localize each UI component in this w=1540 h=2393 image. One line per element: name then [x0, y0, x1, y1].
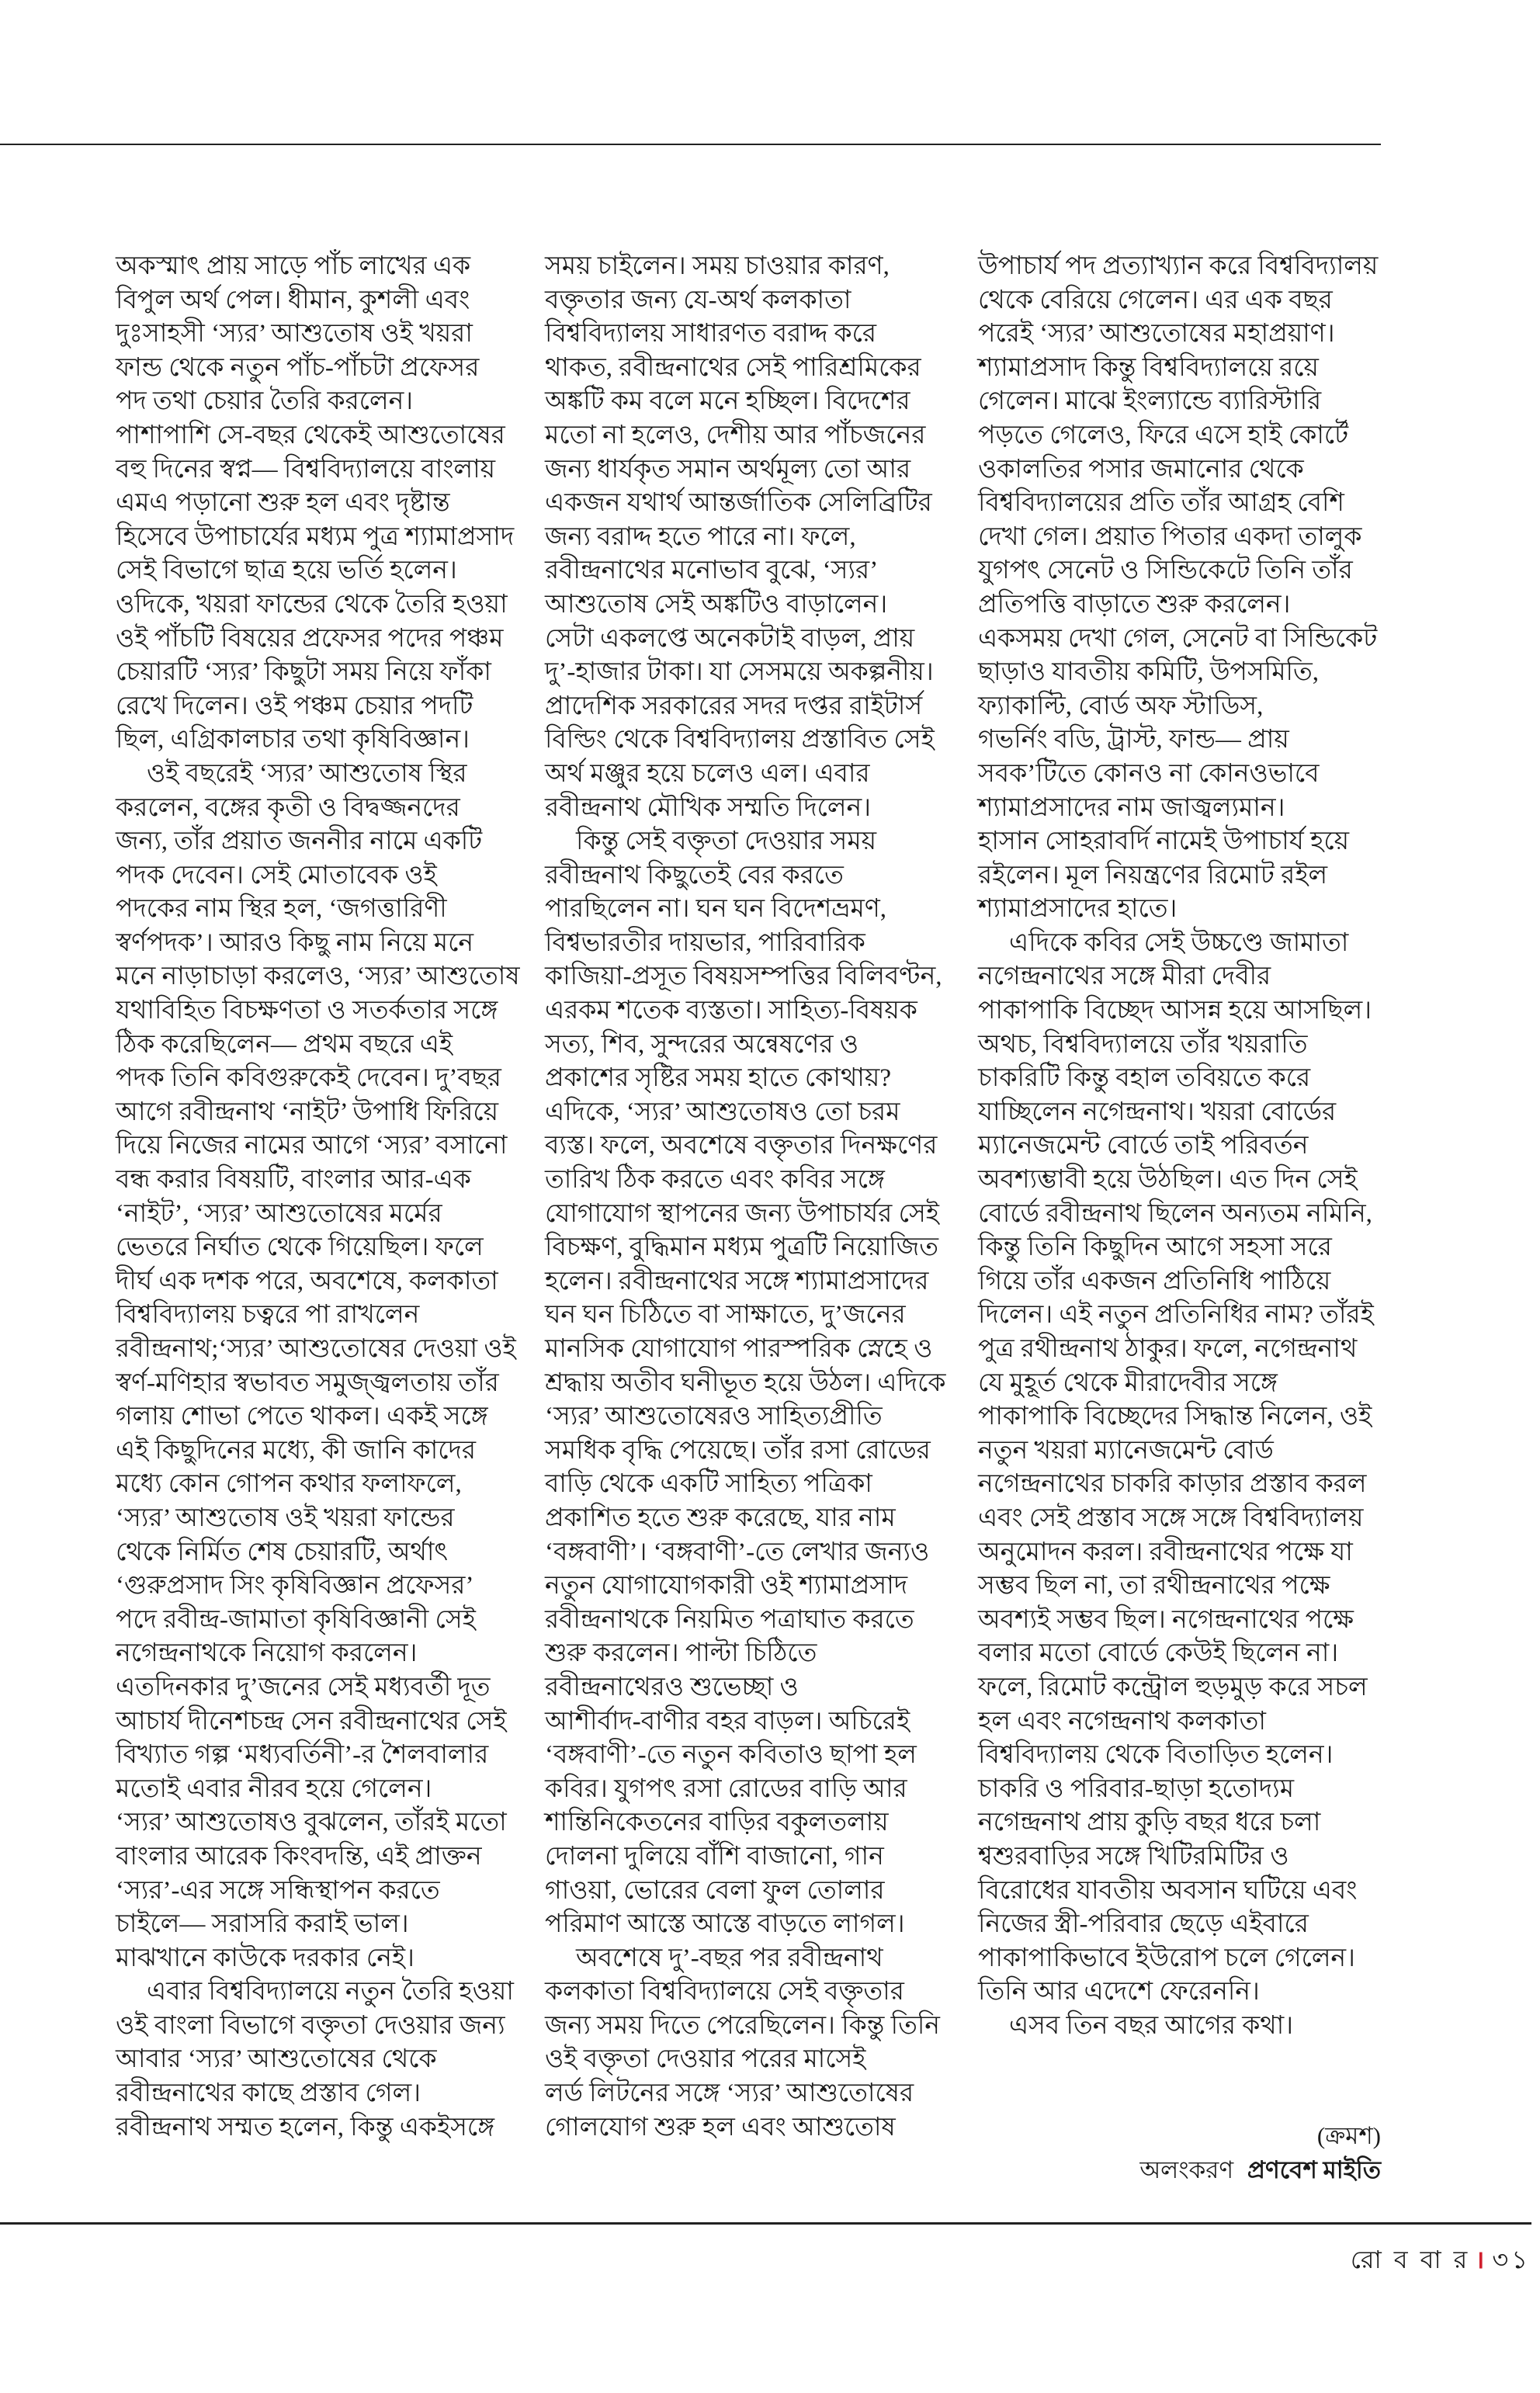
text-line: পদ তথা চেয়ার তৈরি করলেন। — [116, 387, 414, 416]
text-line: বোর্ডে রবীন্দ্রনাথ ছিলেন অন্যতম নমিনি, — [978, 1199, 1372, 1228]
text-line: পড়তে গেলেও, ফিরে এসে হাই কোর্টে — [978, 421, 1349, 449]
text-line: মতো না হলেও, দেশীয় আর পাঁচজনের — [545, 421, 926, 449]
text-line: শুরু করলেন। পাল্টা চিঠিতে — [545, 1639, 817, 1668]
text-line: রবীন্দ্রনাথ কিছুতেই বের করতে — [545, 861, 844, 890]
text-line: বন্ধ করার বিষয়টি, বাংলার আর-এক — [116, 1166, 471, 1195]
text-line: অনুমোদন করল। রবীন্দ্রনাথের পক্ষে যা — [978, 1538, 1353, 1566]
text-line: পরেই ‘স্যর’ আশুতোষের মহাপ্রয়াণ। — [978, 320, 1335, 349]
text-line: প্রকাশের সৃষ্টির সময় হাতে কোথায়? — [545, 1064, 891, 1093]
text-line: এবার বিশ্ববিদ্যালয়ে নতুন তৈরি হওয়া — [147, 1978, 514, 2006]
text-line: পদকের নাম স্থির হল, ‘জগত্তারিণী — [116, 895, 447, 924]
text-line: এরকম শতেক ব্যস্ততা। সাহিত্য-বিষয়ক — [545, 997, 917, 1025]
text-line: পারছিলেন না। ঘন ঘন বিদেশভ্রমণ, — [545, 895, 887, 924]
text-line: রবীন্দ্রনাথের মনোভাব বুঝে, ‘স্যর’ — [545, 557, 879, 585]
text-line: বিশ্ববিদ্যালয় সাধারণত বরাদ্দ করে — [545, 320, 877, 349]
text-line: স্বর্ণপদক’। আরও কিছু নাম নিয়ে মনে — [116, 928, 474, 957]
text-line: ঠিক করেছিলেন— প্রথম বছরে এই — [116, 1030, 453, 1059]
text-line: প্রতিপত্তি বাড়াতে শুরু করলেন। — [978, 590, 1291, 619]
text-line: ম্যানেজমেন্ট বোর্ডে তাই পরিবর্তন — [978, 1132, 1309, 1160]
text-line: থাকত, রবীন্দ্রনাথের সেই পারিশ্রমিকের — [545, 353, 921, 382]
text-line: পরিমাণ আস্তে আস্তে বাড়তে লাগল। — [545, 1910, 905, 1939]
text-line: রইলেন। মূল নিয়ন্ত্রণের রিমোট রইল — [978, 861, 1328, 890]
bottom-rule — [0, 2222, 1531, 2225]
text-line: জন্য সময় দিতে পেরেছিলেন। কিন্তু তিনি — [545, 2011, 941, 2040]
text-line: আবার ‘স্যর’ আশুতোষের থেকে — [116, 2045, 437, 2074]
text-line: সমধিক বৃদ্ধি পেয়েছে। তাঁর রসা রোডের — [545, 1436, 931, 1465]
text-line: ওই বক্তৃতা দেওয়ার পরের মাসেই — [545, 2045, 866, 2074]
text-line: মাঝখানে কাউকে দরকার নেই। — [116, 1944, 414, 1972]
continued-note: (ক্রমশ) — [1316, 2122, 1381, 2149]
text-line: অবশ্যই সম্ভব ছিল। নগেন্দ্রনাথের পক্ষে — [978, 1605, 1354, 1634]
page-number: ৩১ — [1492, 2246, 1531, 2273]
text-line: নগেন্দ্রনাথের সঙ্গে মীরা দেবীর — [978, 962, 1271, 991]
text-line: স্বর্ণ-মণিহার স্বভাবত সমুজ্জ্বলতায় তাঁর — [116, 1368, 499, 1397]
text-line: চাকরি ও পরিবার-ছাড়া হতোদ্যম — [978, 1774, 1295, 1803]
text-line: হলেন। রবীন্দ্রনাথের সঙ্গে শ্যামাপ্রসাদের — [545, 1267, 929, 1295]
text-line: ‘স্যর’ আশুতোষও বুঝলেন, তাঁরই মতো — [116, 1809, 507, 1837]
text-line: আচার্য দীনেশচন্দ্র সেন রবীন্দ্রনাথের সেই — [116, 1707, 507, 1736]
text-line: বিশ্ববিদ্যালয় থেকে বিতাড়িত হলেন। — [978, 1741, 1334, 1770]
illustrator-name: প্রণবেশ মাইতি — [1247, 2156, 1381, 2183]
text-line: এমএ পড়ানো শুরু হল এবং দৃষ্টান্ত — [116, 489, 450, 518]
page-folio — [1351, 2240, 1531, 2282]
text-line: পাশাপাশি সে-বছর থেকেই আশুতোষের — [116, 421, 505, 449]
text-line: ‘নাইট’, ‘স্যর’ আশুতোষের মর্মের — [116, 1199, 442, 1228]
text-line: দেখা গেল। প্রয়াত পিতার একদা তালুক — [978, 522, 1362, 551]
text-line: বিশ্বভারতীর দায়ভার, পারিবারিক — [545, 928, 865, 957]
text-line: গোলযোগ শুরু হল এবং আশুতোষ — [545, 2113, 896, 2142]
text-line: লর্ড লিটনের সঙ্গে ‘স্যর’ আশুতোষের — [545, 2079, 914, 2108]
text-line: হিসেবে উপাচার্যের মধ্যম পুত্র শ্যামাপ্রসাদ — [116, 522, 515, 551]
article-column-1 — [116, 250, 519, 2145]
text-line: ওই বছরেই ‘স্যর’ আশুতোষ স্থির — [147, 759, 467, 788]
text-line: অথচ, বিশ্ববিদ্যালয়ে তাঁর খয়রাতি — [978, 1030, 1308, 1059]
text-line: দোলনা দুলিয়ে বাঁশি বাজানো, গান — [545, 1842, 884, 1871]
text-line: ফান্ড থেকে নতুন পাঁচ-পাঁচটা প্রফেসর — [116, 353, 480, 382]
text-line: বলার মতো বোর্ডে কেউই ছিলেন না। — [978, 1639, 1339, 1668]
text-line: চাইলে— সরাসরি করাই ভাল। — [116, 1910, 409, 1939]
text-line: ওদিকে, খয়রা ফান্ডের থেকে তৈরি হওয়া — [116, 590, 508, 619]
text-line: সবক’টিতে কোনও না কোনওভাবে — [978, 759, 1320, 788]
text-line: বহু দিনের স্বপ্ন— বিশ্ববিদ্যালয়ে বাংলায় — [116, 455, 496, 484]
text-line: গাওয়া, ভোরের বেলা ফুল তোলার — [545, 1876, 885, 1905]
text-line: নগেন্দ্রনাথের চাকরি কাড়ার প্রস্তাব করল — [978, 1470, 1367, 1499]
text-line: আশীর্বাদ-বাণীর বহর বাড়ল। অচিরেই — [545, 1707, 910, 1736]
text-line: ‘স্যর’ আশুতোষ ওই খয়রা ফান্ডের — [116, 1503, 455, 1532]
text-line: শ্যামাপ্রসাদের হাতে। — [978, 895, 1178, 924]
text-line: বাড়ি থেকে একটি সাহিত্য পত্রিকা — [545, 1470, 872, 1499]
text-line: ছিল, এগ্রিকালচার তথা কৃষিবিজ্ঞান। — [116, 726, 470, 754]
text-line: রবীন্দ্রনাথ সম্মত হলেন, কিন্তু একইসঙ্গে — [116, 2113, 495, 2142]
text-line: বিল্ডিং থেকে বিশ্ববিদ্যালয় প্রস্তাবিত সেই — [545, 726, 935, 754]
text-line: যোগাযোগ স্থাপনের জন্য উপাচার্যর সেই — [545, 1199, 939, 1228]
text-line: ওই পাঁচটি বিষয়ের প্রফেসর পদের পঞ্চম — [116, 624, 504, 653]
text-line: যাচ্ছিলেন নগেন্দ্রনাথ। খয়রা বোর্ডের — [978, 1098, 1337, 1126]
text-line: পুত্র রথীন্দ্রনাথ ঠাকুর। ফলে, নগেন্দ্রনাথ — [978, 1335, 1358, 1363]
text-line: কবির। যুগপৎ রসা রোডের বাড়ি আর — [545, 1774, 907, 1803]
text-line: পাকাপাকিভাবে ইউরোপ চলে গেলেন। — [978, 1944, 1355, 1972]
text-line: জন্য ধার্যকৃত সমান অর্থমূল্য তো আর — [545, 455, 911, 484]
text-line: আশুতোষ সেই অঙ্কটিও বাড়ালেন। — [545, 590, 888, 619]
text-line: বক্তৃতার জন্য যে-অর্থ কলকাতা — [545, 286, 852, 314]
text-line: করলেন, বঙ্গের কৃতী ও বিদ্বজ্জনদের — [116, 793, 460, 822]
text-line: রবীন্দ্রনাথ;‘স্যর’ আশুতোষের দেওয়া ওই — [116, 1335, 516, 1363]
text-line: গভর্নিং বডি, ট্রাস্ট, ফান্ড— প্রায় — [978, 726, 1289, 754]
text-line: গলায় শোভা পেতে থাকল। একই সঙ্গে — [116, 1403, 488, 1431]
text-line: ‘স্যর’ আশুতোষেরও সাহিত্যপ্রীতি — [545, 1403, 883, 1431]
text-line: সময় চাইলেন। সময় চাওয়ার কারণ, — [545, 252, 890, 280]
text-line: নিজের স্ত্রী-পরিবার ছেড়ে এইবারে — [978, 1910, 1309, 1939]
text-line: নগেন্দ্রনাথ প্রায় কুড়ি বছর ধরে চলা — [978, 1809, 1321, 1837]
text-line: থেকে নির্মিত শেষ চেয়ারটি, অর্থাৎ — [116, 1538, 449, 1566]
text-line: থেকে বেরিয়ে গেলেন। এর এক বছর — [978, 286, 1333, 314]
text-line: পদক দেবেন। সেই মোতাবেক ওই — [116, 861, 437, 890]
text-line: পাকাপাকি বিচ্ছেদের সিদ্ধান্ত নিলেন, ওই — [978, 1403, 1372, 1431]
text-line: প্রকাশিত হতে শুরু করেছে, যার নাম — [545, 1503, 896, 1532]
text-line: গিয়ে তাঁর একজন প্রতিনিধি পাঠিয়ে — [978, 1267, 1331, 1295]
text-line: জন্য, তাঁর প্রয়াত জননীর নামে একটি — [116, 827, 483, 856]
text-line: প্রাদেশিক সরকারের সদর দপ্তর রাইটার্স — [545, 692, 923, 720]
text-line: ‘স্যর’-এর সঙ্গে সন্ধিস্থাপন করতে — [116, 1876, 440, 1905]
text-line: পদক তিনি কবিগুরুকেই দেবেন। দু’বছর — [116, 1064, 501, 1093]
text-line: কিন্তু সেই বক্তৃতা দেওয়ার সময় — [576, 827, 877, 856]
text-line: এসব তিন বছর আগের কথা। — [1009, 2011, 1294, 2040]
text-line: নগেন্দ্রনাথকে নিয়োগ করলেন। — [116, 1639, 418, 1668]
text-line: ব্যস্ত। ফলে, অবশেষে বক্তৃতার দিনক্ষণের — [545, 1132, 938, 1160]
text-line: উপাচার্য পদ প্রত্যাখ্যান করে বিশ্ববিদ্যালয় — [978, 252, 1379, 280]
text-line: রবীন্দ্রনাথেরও শুভেচ্ছা ও — [545, 1673, 799, 1701]
text-line: তারিখ ঠিক করতে এবং কবির সঙ্গে — [545, 1166, 885, 1195]
text-line: এতদিনকার দু’জনের সেই মধ্যবর্তী দূত — [116, 1673, 491, 1701]
text-line: কাজিয়া-প্রসূত বিষয়সম্পত্তির বিলিবণ্টন, — [545, 962, 942, 991]
text-line: রবীন্দ্রনাথ মৌখিক সম্মতি দিলেন। — [545, 793, 872, 822]
text-line: শ্যামাপ্রসাদের নাম জাজ্বল্যমান। — [978, 793, 1285, 822]
text-line: দিয়ে নিজের নামের আগে ‘স্যর’ বসানো — [116, 1132, 508, 1160]
text-line: শ্বশুরবাড়ির সঙ্গে খিটিরমিটির ও — [978, 1842, 1289, 1871]
text-line: অর্থ মঞ্জুর হয়ে চলেও এল। এবার — [545, 759, 870, 788]
text-line: মনে নাড়াচাড়া করলেও, ‘স্যর’ আশুতোষ — [116, 962, 520, 991]
text-line: অঙ্কটি কম বলে মনে হচ্ছিল। বিদেশের — [545, 387, 910, 416]
text-line: সেই বিভাগে ছাত্র হয়ে ভর্তি হলেন। — [116, 557, 457, 585]
text-line: এই কিছুদিনের মধ্যে, কী জানি কাদের — [116, 1436, 476, 1465]
text-line: হাসান সোহরাবর্দি নামেই উপাচার্য হয়ে — [978, 827, 1350, 856]
magazine-name: রো ব বা র — [1350, 2246, 1471, 2273]
text-line: চাকরিটি কিন্তু বহাল তবিয়তে করে — [978, 1064, 1311, 1093]
text-line: দিলেন। এই নতুন প্রতিনিধির নাম? তাঁরই — [978, 1301, 1374, 1330]
text-line: জন্য বরাদ্দ হতে পারে না। ফলে, — [545, 522, 856, 551]
text-line: শ্যামাপ্রসাদ কিন্তু বিশ্ববিদ্যালয়ে রয়ে — [978, 353, 1319, 382]
top-rule — [0, 144, 1381, 145]
text-line: অকস্মাৎ প্রায় সাড়ে পাঁচ লাখের এক — [116, 252, 471, 280]
text-line: নতুন যোগাযোগকারী ওই শ্যামাপ্রসাদ — [545, 1572, 908, 1601]
text-line: শ্রদ্ধায় অতীব ঘনীভূত হয়ে উঠল। এদিকে — [545, 1368, 946, 1397]
text-line: সম্ভব ছিল না, তা রথীন্দ্রনাথের পক্ষে — [978, 1572, 1330, 1601]
text-line: ‘বঙ্গবাণী’-তে নতুন কবিতাও ছাপা হল — [545, 1741, 917, 1770]
text-line: বিচক্ষণ, বুদ্ধিমান মধ্যম পুত্রটি নিয়োজিত — [545, 1233, 939, 1262]
text-line: দু’-হাজার টাকা। যা সেসময়ে অকল্পনীয়। — [545, 658, 934, 687]
text-line: এদিকে কবির সেই উচ্চণ্ডে জামাতা — [1009, 928, 1349, 957]
text-line: ঘন ঘন চিঠিতে বা সাক্ষাতে, দু’জনের — [545, 1301, 906, 1330]
text-line: বিরোধের যাবতীয় অবসান ঘটিয়ে এবং — [978, 1876, 1358, 1905]
text-line: মধ্যে কোন গোপন কথার ফলাফলে, — [116, 1470, 462, 1499]
text-line: ‘বঙ্গবাণী’। ‘বঙ্গবাণী’-তে লেখার জন্যও — [545, 1538, 930, 1566]
text-line: একসময় দেখা গেল, সেনেট বা সিন্ডিকেট — [978, 624, 1378, 653]
text-line: নতুন খয়রা ম্যানেজমেন্ট বোর্ড — [978, 1436, 1274, 1465]
text-line: পদে রবীন্দ্র-জামাতা কৃষিবিজ্ঞানী সেই — [116, 1605, 476, 1634]
text-line: বিপুল অর্থ পেল। ধীমান, কুশলী এবং — [116, 286, 470, 314]
text-line: ফলে, রিমোট কন্ট্রোল হুড়মুড় করে সচল — [978, 1673, 1368, 1701]
text-line: চেয়ারটি ‘স্যর’ কিছুটা সময় নিয়ে ফাঁকা — [116, 658, 491, 687]
article-column-2 — [545, 250, 956, 2145]
text-line: যুগপৎ সেনেট ও সিন্ডিকেটে তিনি তাঁর — [978, 557, 1353, 585]
text-line: গেলেন। মাঝে ইংল্যান্ডে ব্যারিস্টারি — [978, 387, 1322, 416]
text-line: সত্য, শিব, সুন্দরের অন্বেষণের ও — [545, 1030, 859, 1059]
illustration-label: অলংকরণ — [1139, 2156, 1234, 2183]
text-line: সেটা একলপ্তে অনেকটাই বাড়ল, প্রায় — [545, 624, 915, 653]
text-line: আগে রবীন্দ্রনাথ ‘নাইট’ উপাধি ফিরিয়ে — [116, 1098, 499, 1126]
text-line: ছাড়াও যাবতীয় কমিটি, উপসমিতি, — [978, 658, 1319, 687]
text-line: রবীন্দ্রনাথের কাছে প্রস্তাব গেল। — [116, 2079, 421, 2108]
text-line: মতোই এবার নীরব হয়ে গেলেন। — [116, 1774, 432, 1803]
text-line: তিনি আর এদেশে ফেরেননি। — [978, 1978, 1260, 2006]
text-line: যথাবিহিত বিচক্ষণতা ও সতর্কতার সঙ্গে — [116, 997, 498, 1025]
text-line: কলকাতা বিশ্ববিদ্যালয়ে সেই বক্তৃতার — [545, 1978, 904, 2006]
text-line: ভেতরে নির্ঘাত থেকে গিয়েছিল। ফলে — [116, 1233, 484, 1262]
text-line: অবশেষে দু’-বছর পর রবীন্দ্রনাথ — [576, 1944, 883, 1972]
text-line: এদিকে, ‘স্যর’ আশুতোষও তো চরম — [545, 1098, 900, 1126]
text-line: বিশ্ববিদ্যালয় চত্বরে পা রাখলেন — [116, 1301, 420, 1330]
text-line: বাংলার আরেক কিংবদন্তি, এই প্রাক্তন — [116, 1842, 482, 1871]
text-line: যে মুহূর্ত থেকে মীরাদেবীর সঙ্গে — [978, 1368, 1278, 1397]
text-line: কিন্তু তিনি কিছুদিন আগে সহসা সরে — [978, 1233, 1332, 1262]
text-line: একজন যথার্থ আন্তর্জাতিক সেলিব্রিটির — [545, 489, 932, 518]
text-line: বিখ্যাত গল্প ‘মধ্যবর্তিনী’-র শৈলবালার — [116, 1741, 489, 1770]
text-line: মানসিক যোগাযোগ পারস্পরিক স্নেহে ও — [545, 1335, 933, 1363]
illustration-credit — [1139, 2152, 1381, 2192]
folio-separator: । — [1475, 2246, 1488, 2273]
text-line: বিশ্ববিদ্যালয়ের প্রতি তাঁর আগ্রহ বেশি — [978, 489, 1344, 518]
text-line: অবশ্যম্ভাবী হয়ে উঠছিল। এত দিন সেই — [978, 1166, 1358, 1195]
text-line: ‘গুরুপ্রসাদ সিং কৃষিবিজ্ঞান প্রফেসর’ — [116, 1572, 474, 1601]
text-line: শান্তিনিকেতনের বাড়ির বকুলতলায় — [545, 1809, 889, 1837]
text-line: রবীন্দ্রনাথকে নিয়মিত পত্রাঘাত করতে — [545, 1605, 914, 1634]
text-line: এবং সেই প্রস্তাব সঙ্গে সঙ্গে বিশ্ববিদ্যালয় — [978, 1503, 1364, 1532]
text-line: হল এবং নগেন্দ্রনাথ কলকাতা — [978, 1707, 1266, 1736]
text-line: ফ্যাকাল্টি, বোর্ড অফ স্টাডিস, — [978, 692, 1264, 720]
text-line: দুঃসাহসী ‘স্যর’ আশুতোষ ওই খয়রা — [116, 320, 473, 349]
text-line: পাকাপাকি বিচ্ছেদ আসন্ন হয়ে আসছিল। — [978, 997, 1372, 1025]
text-line: দীর্ঘ এক দশক পরে, অবশেষে, কলকাতা — [116, 1267, 498, 1295]
text-line: ওই বাংলা বিভাগে বক্তৃতা দেওয়ার জন্য — [116, 2011, 505, 2040]
article-column-3 — [978, 250, 1397, 2043]
text-line: রেখে দিলেন। ওই পঞ্চম চেয়ার পদটি — [116, 692, 473, 720]
text-line: ওকালতির পসার জমানোর থেকে — [978, 455, 1304, 484]
